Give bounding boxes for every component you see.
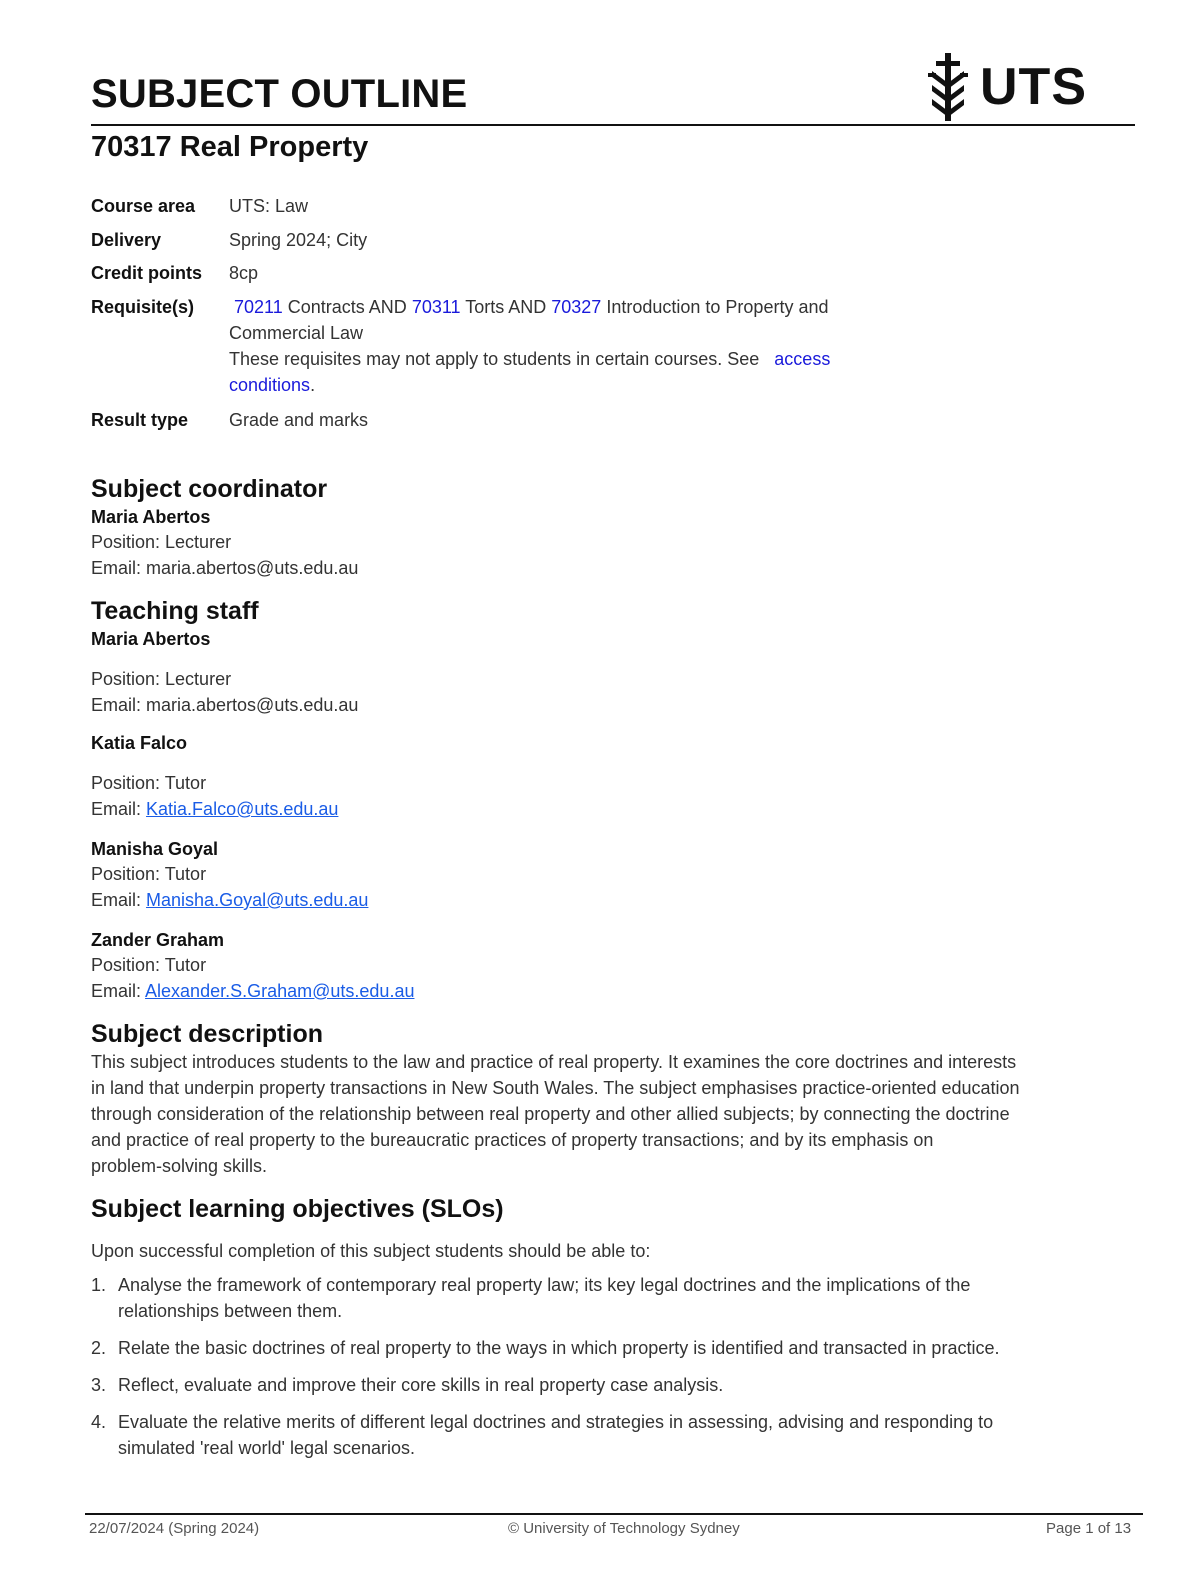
uts-crest-icon — [928, 53, 968, 121]
coordinator-email: Email: maria.abertos@uts.edu.au — [91, 558, 359, 578]
info-row-requisites — [91, 294, 931, 398]
info-row-course-area — [91, 193, 931, 219]
header-divider — [91, 124, 1135, 126]
slo-item — [91, 1272, 1131, 1324]
info-row-result-type — [91, 407, 931, 433]
info-value: Grade and marks — [229, 410, 369, 430]
slo-text: Analyse the framework of contemporary real property law; its key legal doctrines and the implications of the relationships between them. — [118, 1275, 971, 1321]
staff-email-row — [91, 796, 338, 822]
description-line: through consideration of the relationship between real property and other allied subjects; by connecting the doctrine — [91, 1104, 1010, 1124]
info-label: Result type — [91, 410, 189, 430]
subject-description-text — [91, 1049, 1131, 1179]
slos-heading: Subject learning objectives (SLOs) — [91, 1195, 504, 1223]
footer-page-number: Page 1 of 13 — [1046, 1520, 1132, 1537]
requisite-link-70327[interactable]: 70327 — [551, 297, 602, 317]
requisite-text: Introduction to Property and — [606, 297, 829, 317]
coordinator-name: Maria Abertos — [91, 507, 211, 527]
description-line: and practice of real property to the bureaucratic practices of property transactions; and by its emphasis on — [91, 1130, 934, 1150]
staff-email-row — [91, 978, 414, 1004]
slo-item — [91, 1409, 1131, 1461]
requisite-text: Contracts AND — [287, 297, 407, 317]
staff-email: Email: maria.abertos@uts.edu.au — [91, 695, 359, 715]
slo-list — [91, 1272, 1131, 1472]
staff-name: Katia Falco — [91, 733, 188, 753]
email-label: Email: — [91, 981, 142, 1001]
info-label: Delivery — [91, 230, 162, 250]
slo-text: Evaluate the relative merits of different legal doctrines and strategies in assessing, advising and responding to simulated 'real world' legal scenarios. — [118, 1412, 994, 1458]
email-label: Email: — [91, 890, 142, 910]
description-line: in land that underpin property transactions in New South Wales. The subject emphasises practice-oriented education — [91, 1078, 1020, 1098]
staff-email-link[interactable]: Alexander.S.Graham@uts.edu.au — [145, 981, 415, 1001]
email-label: Email: — [91, 799, 142, 819]
document-title: SUBJECT OUTLINE — [91, 72, 468, 116]
subject-info-table — [91, 193, 931, 433]
coordinator-position: Position: Lecturer — [91, 532, 232, 552]
uts-logo — [928, 52, 1087, 122]
description-line: This subject introduces students to the law and practice of real property. It examines the core doctrines and interests — [91, 1052, 1017, 1072]
footer-date: 22/07/2024 (Spring 2024) — [89, 1520, 260, 1537]
slo-number: 2. — [91, 1338, 107, 1358]
staff-position: Position: Lecturer — [91, 669, 232, 689]
footer-copyright: © University of Technology Sydney — [508, 1520, 740, 1537]
footer-divider — [85, 1513, 1143, 1515]
requisite-link-70311[interactable]: 70311 — [411, 297, 461, 317]
info-row-delivery — [91, 227, 931, 253]
slo-number: 1. — [91, 1275, 107, 1295]
info-value: UTS: Law — [229, 196, 309, 216]
requisite-text: Commercial Law — [229, 323, 364, 343]
slo-number: 3. — [91, 1375, 107, 1395]
staff-email-link[interactable]: Manisha.Goyal@uts.edu.au — [146, 890, 369, 910]
staff-name: Maria Abertos — [91, 629, 211, 649]
slo-number: 4. — [91, 1412, 107, 1432]
requisite-link-70211[interactable]: 70211 — [234, 297, 283, 317]
staff-name: Manisha Goyal — [91, 839, 219, 859]
info-label: Course area — [91, 196, 196, 216]
requisite-note: These requisites may not apply to students in certain courses. See — [229, 349, 760, 369]
slo-item — [91, 1372, 1131, 1398]
description-line: problem-solving skills. — [91, 1156, 268, 1176]
logo-wordmark: UTS — [980, 58, 1087, 116]
info-label: Credit points — [91, 263, 202, 283]
slos-intro: Upon successful completion of this subject students should be able to: — [91, 1241, 651, 1261]
staff-email-row — [91, 887, 368, 913]
slo-text: Relate the basic doctrines of real property to the ways in which property is identified and transacted in practice. — [118, 1338, 1000, 1358]
info-value: Spring 2024; City — [229, 230, 368, 250]
info-label: Requisite(s) — [91, 297, 195, 317]
slo-text: Reflect, evaluate and improve their core skills in real property case analysis. — [118, 1375, 724, 1395]
staff-name: Zander Graham — [91, 930, 225, 950]
info-value: 8cp — [229, 263, 259, 283]
info-value: 70211 Contracts AND 70311 Torts AND 70327 Introduction to Property and Commercial Law These requisites may not apply to students in certain courses. See access conditions. — [229, 297, 831, 395]
subject-description-heading: Subject description — [91, 1020, 323, 1048]
slo-item — [91, 1335, 1131, 1361]
staff-position: Position: Tutor — [91, 773, 207, 793]
subject-title: 70317 Real Property — [91, 131, 369, 163]
staff-email-link[interactable]: Katia.Falco@uts.edu.au — [146, 799, 339, 819]
access-conditions-link[interactable]: access conditions — [229, 349, 831, 395]
staff-position: Position: Tutor — [91, 955, 207, 975]
requisite-text: Torts AND — [465, 297, 547, 317]
subject-coordinator-heading: Subject coordinator — [91, 475, 328, 503]
info-row-credit-points — [91, 260, 931, 286]
teaching-staff-heading: Teaching staff — [91, 597, 259, 625]
staff-position: Position: Tutor — [91, 864, 207, 884]
